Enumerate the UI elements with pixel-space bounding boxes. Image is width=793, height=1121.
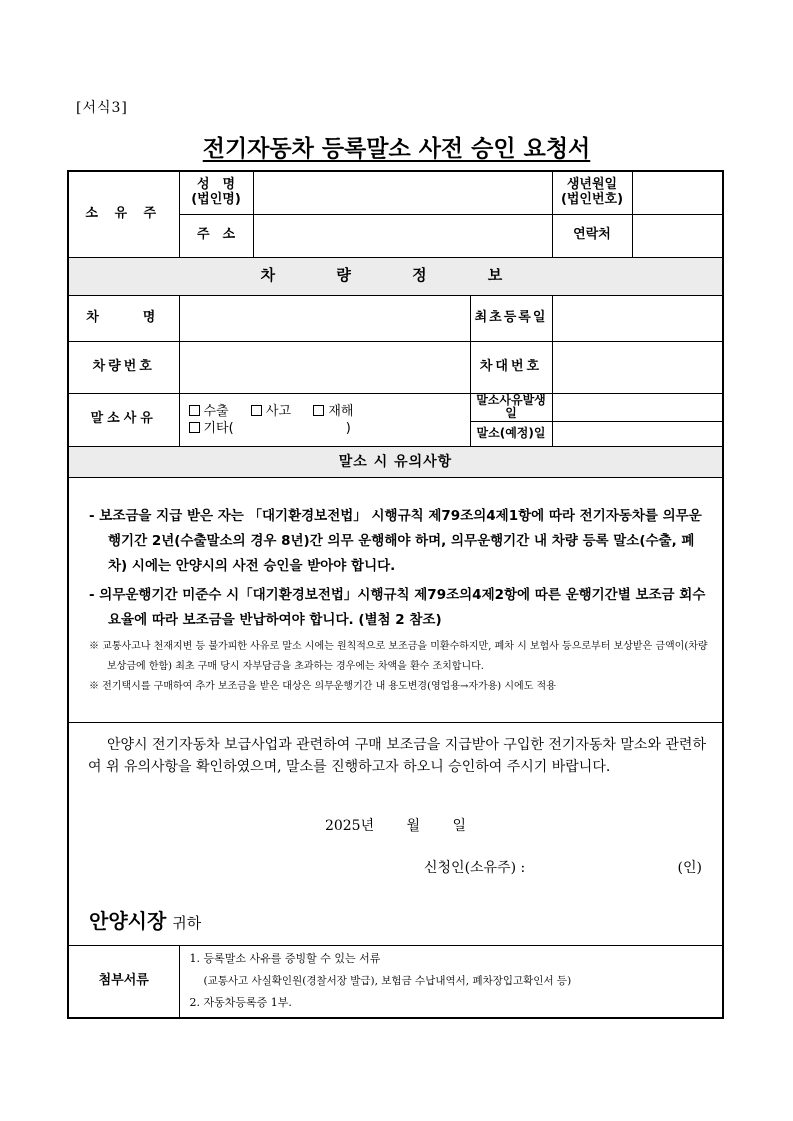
notes-body	[68, 478, 723, 723]
contact-label: 연락처	[552, 214, 632, 257]
checkbox-disaster[interactable]	[313, 405, 324, 416]
cancel-reason-options	[179, 393, 470, 447]
option-export-label: 수출	[203, 403, 229, 419]
recipient-title: 안양시장	[89, 909, 167, 934]
first-registration-label: 최초등록일	[470, 295, 552, 341]
option-accident-label: 사고	[265, 403, 292, 419]
option-disaster-label: 재해	[328, 403, 354, 419]
name-label-line2: (법인명)	[191, 191, 241, 207]
attachment-item-2: 2. 자동차등록증 1부.	[189, 996, 292, 1010]
checkbox-export[interactable]	[189, 405, 200, 416]
option-other-close: )	[345, 420, 351, 436]
checkbox-accident[interactable]	[251, 405, 262, 416]
attachments-list	[179, 946, 723, 1018]
note-sub-2: ※ 전기택시를 구매하여 추가 보조금을 받은 대상은 의무운행기간 내 용도변경(영업용→자가용) 시에도 적용	[89, 681, 556, 693]
name-field[interactable]	[253, 171, 552, 214]
cancel-date-field[interactable]	[552, 422, 723, 447]
note-item-1: - 보조금을 지급 받은 자는 「대기환경보전법」 시행규칙 제79조의4제1항에 따라 전기자동차를 의무운행기간 2년(수출말소의 경우 8년)간 의무 운행해야 하며, 의무운행기간 내 차량 등록 말소(수출, 폐차) 시에는 안양시의 사전 승인을 받아야 합니다.	[89, 508, 702, 575]
birth-label	[552, 171, 632, 214]
vehicle-name-label: 차 명	[68, 295, 179, 341]
address-label: 주 소	[179, 214, 253, 257]
page-title: 전기자동차 등록말소 사전 승인 요청서	[202, 136, 591, 162]
contact-field[interactable]	[632, 214, 723, 257]
vin-field[interactable]	[552, 341, 723, 393]
vehicle-section-title: 차 량 정 보	[68, 257, 723, 295]
attachment-item-1-detail: (교통사고 사실확인원(경찰서장 발급), 보험금 수납내역서, 폐차장입고확인서 등)	[203, 975, 572, 988]
plate-number-field[interactable]	[179, 341, 470, 393]
declaration-text: 안양시 전기자동차 보급사업과 관련하여 구매 보조금을 지급받아 구입한 전기자동차 말소와 관련하여 위 유의사항을 확인하였으며, 말소를 진행하고자 하오니 승인하여 주시기 바랍니다.	[88, 737, 706, 776]
birth-label-line2: (법인번호)	[560, 191, 624, 207]
cancel-reason-label: 말소사유	[68, 393, 179, 447]
form-number-label: [서식3]	[76, 100, 128, 116]
note-item-2: - 의무운행기간 미준수 시「대기환경보전법」시행규칙 제79조의4제2항에 따른 운행기간별 보조금 회수요율에 따라 보조금을 반납하여야 합니다. (별첨 2 참조)	[89, 587, 706, 629]
name-label-line1: 성 명	[196, 176, 236, 192]
application-form-table	[67, 170, 724, 1019]
checkbox-other[interactable]	[189, 422, 200, 433]
vin-label: 차대번호	[470, 341, 552, 393]
recipient-suffix: 귀하	[172, 914, 202, 933]
address-field[interactable]	[253, 214, 552, 257]
declaration-box	[68, 723, 723, 946]
notes-section-title: 말소 시 유의사항	[68, 447, 723, 478]
reason-date-field[interactable]	[552, 393, 723, 422]
attachments-label: 첨부서류	[68, 946, 179, 1018]
declaration-date: 2025년 월 일	[324, 818, 467, 835]
plate-number-label: 차량번호	[68, 341, 179, 393]
cancel-date-label: 말소(예정)일	[470, 422, 552, 447]
option-other-label: 기타(	[203, 420, 234, 436]
note-sub-1: ※ 교통사고나 천재지변 등 불가피한 사유로 말소 시에는 원칙적으로 보조금을 미환수하지만, 폐차 시 보험사 등으로부터 보상받은 금액이(차량 보상금에 한함) 최초 구매 당시 자부담금을 초과하는 경우에는 차액을 환수 조치합니다.	[89, 641, 708, 673]
applicant-label: 신청인(소유주) :	[424, 860, 526, 877]
first-registration-field[interactable]	[552, 295, 723, 341]
name-label	[179, 171, 253, 214]
attachment-item-1: 1. 등록말소 사유를 증빙할 수 있는 서류	[189, 952, 381, 966]
owner-label: 소 유 주	[68, 171, 179, 257]
recipient	[89, 910, 201, 933]
birth-label-line1: 생년원일	[566, 176, 618, 192]
reason-date-label: 말소사유발생일	[470, 393, 552, 422]
vehicle-name-field[interactable]	[179, 295, 470, 341]
birth-field[interactable]	[632, 171, 723, 214]
seal-mark: (인)	[677, 860, 702, 877]
